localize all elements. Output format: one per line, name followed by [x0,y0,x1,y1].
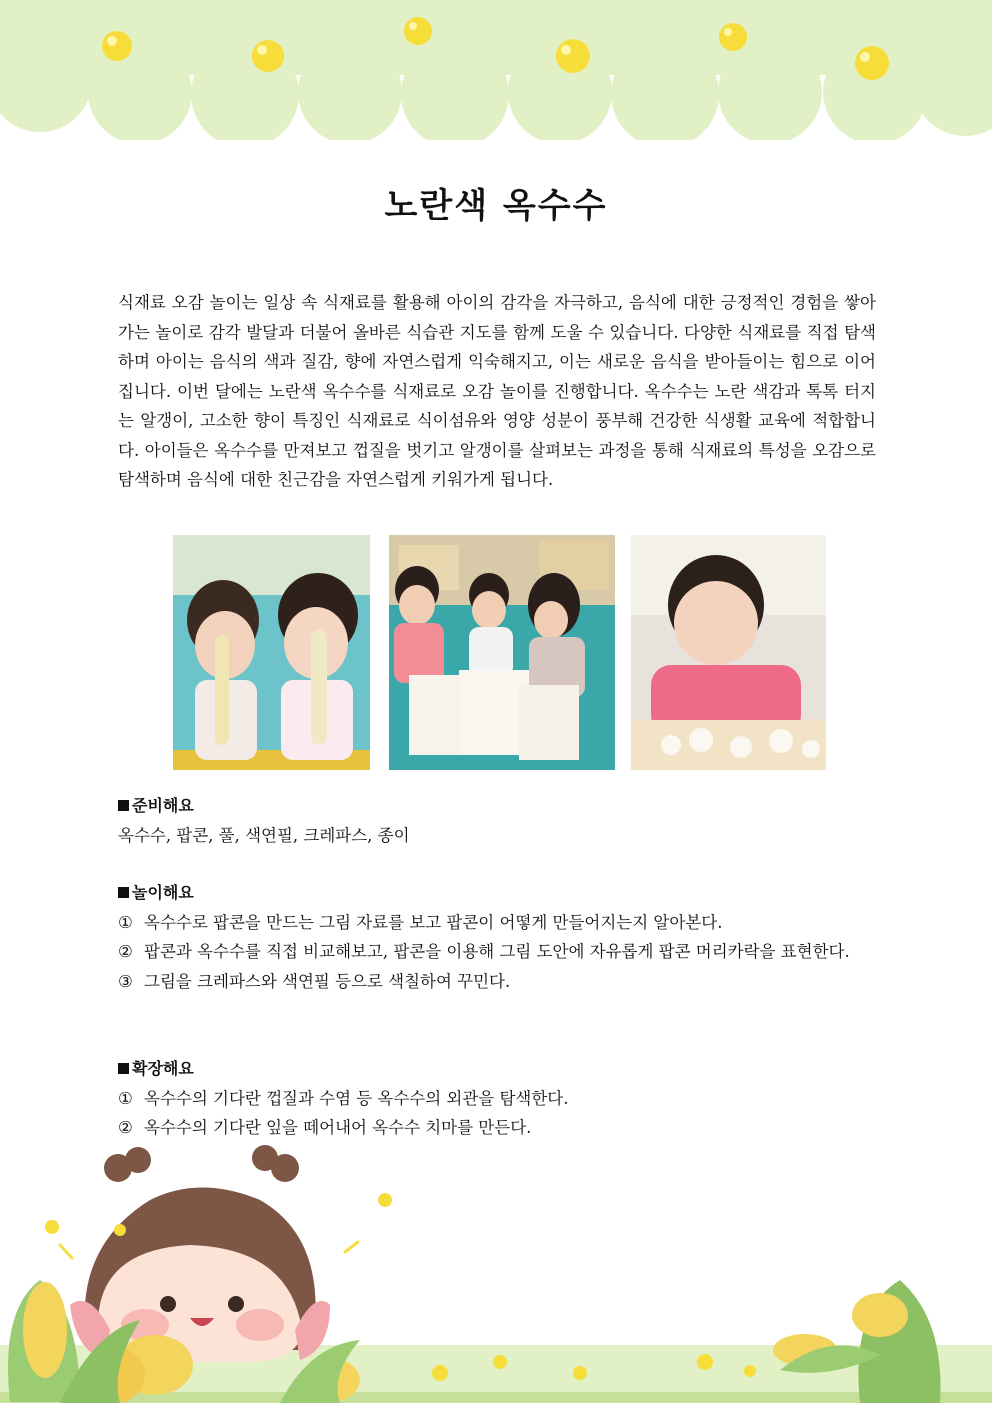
play-step: ① 옥수수로 팝콘을 만드는 그림 자료를 보고 팝콘이 어떻게 만들어지는지 알아본다. [118,912,723,932]
square-bullet-icon [118,887,129,898]
girl-character-icon [70,1145,330,1362]
square-bullet-icon [118,800,129,811]
photo-children-popcorn-activity [389,535,615,770]
extend-step: ② 옥수수의 기다란 잎을 떼어내어 옥수수 치마를 만든다. [118,1118,532,1137]
section-title-play: 놀이해요 [118,878,878,908]
photo-children-holding-corn [173,535,370,770]
prepare-materials: 옥수수, 팝콘, 풀, 색연필, 크레파스, 종이 [118,825,410,845]
section-title-prepare: 준비해요 [118,791,878,821]
section-title-extend: 확장해요 [118,1054,878,1084]
extend-step: ① 옥수수의 기다란 껍질과 수염 등 옥수수의 외관을 탐색한다. [118,1088,569,1108]
intro-paragraph: 식재료 오감 놀이는 일상 속 식재료를 활용해 아이의 감각을 자극하고, 음식에 대한 긍정적인 경험을 쌓아가는 놀이로 감각 발달과 더불어 올바른 식습관 지도를 함께 도울 수 있습니다. 다양한 식재료를 직접 탐색하며 아이는 음식의 색과 질감, 향에 자연스럽게 익숙해지고, 이는 새로운 음식을 받아들이는 힘으로 이어집니다. 이번 달에는 노란색 옥수수를 식재료로 오감 놀이를 진행합니다. 옥수수는 노란 색감과 톡톡 터지는 알갱이, 고소한 향이 특징인 식재료로 식이섬유와 영양 성분이 풍부해 건강한 식생활 교육에 적합합니다. 아이들은 옥수수를 만져보고 껍질을 벗기고 알갱이를 살펴보는 과정을 통해 식재료의 특성을 오감으로 탐색하며 음식에 대한 친근감을 자연스럽게 키워가게 됩니다. [118,293,876,489]
square-bullet-icon [118,1063,129,1074]
photo-boy-smelling-popcorn [631,535,826,770]
header-scallop-decoration [0,0,992,140]
page-title: 노란색 옥수수 [384,186,608,226]
play-step: ③ 그림을 크레파스와 색연필 등으로 색칠하여 꾸민다. [118,971,511,991]
section-play [118,878,878,996]
section-prepare [118,791,878,850]
footer-girl-corn-illustration [0,1130,992,1403]
play-step: ② 팝콘과 옥수수를 직접 비교해보고, 팝콘을 이용해 그림 도안에 자유롭게 팝콘 머리카락을 표현한다. [118,942,850,961]
